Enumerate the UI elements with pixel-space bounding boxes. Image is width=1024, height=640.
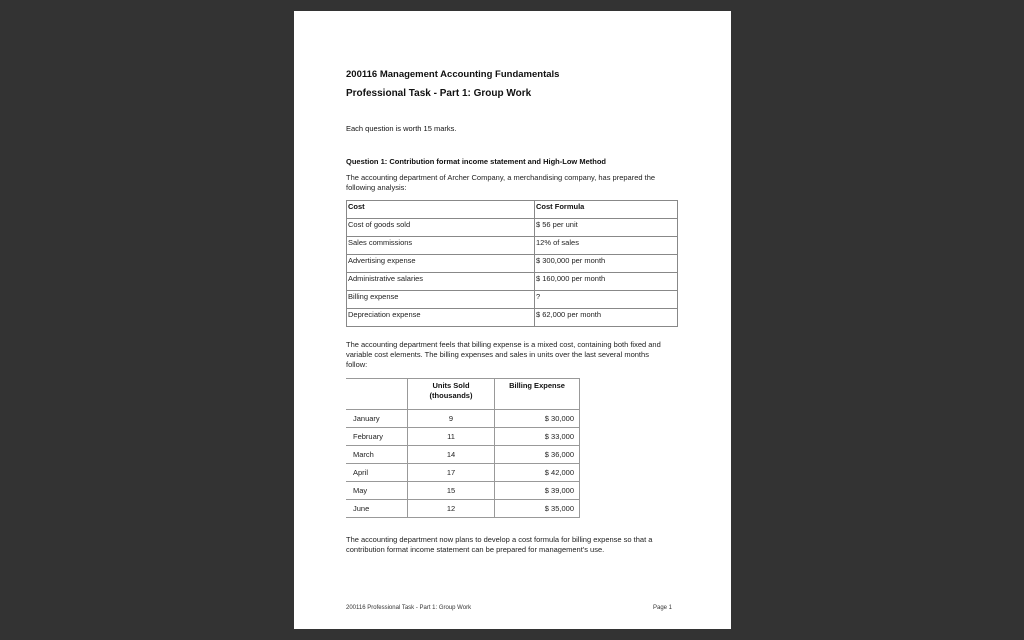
units-cell: 15 xyxy=(408,482,495,500)
month-cell: February xyxy=(346,428,408,446)
expense-cell: $ 30,000 xyxy=(495,410,580,428)
cost-name-cell: Advertising expense xyxy=(347,255,535,273)
units-cell: 17 xyxy=(408,464,495,482)
units-sold-header-cell: Units Sold (thousands) xyxy=(408,379,495,410)
document-page xyxy=(294,11,731,629)
cost-formula-cell: 12% of sales xyxy=(535,237,678,255)
table-row xyxy=(347,273,678,291)
month-cell: June xyxy=(346,500,408,518)
cost-formula-cell: $ 62,000 per month xyxy=(535,309,678,327)
cost-formula-header-cell: Cost Formula xyxy=(535,201,678,219)
month-cell: May xyxy=(346,482,408,500)
expense-cell: $ 33,000 xyxy=(495,428,580,446)
table-row xyxy=(347,309,678,327)
table-row xyxy=(347,291,678,309)
units-cell: 12 xyxy=(408,500,495,518)
units-cell: 11 xyxy=(408,428,495,446)
table-row xyxy=(346,446,580,464)
cost-name-cell: Billing expense xyxy=(347,291,535,309)
cost-name-cell: Depreciation expense xyxy=(347,309,535,327)
table-row xyxy=(347,255,678,273)
table-row xyxy=(346,428,580,446)
month-header-cell xyxy=(346,379,408,410)
units-cell: 14 xyxy=(408,446,495,464)
cost-formula-cell: $ 56 per unit xyxy=(535,219,678,237)
billing-expense-header-cell: Billing Expense xyxy=(495,379,580,410)
billing-table-header xyxy=(346,379,580,410)
expense-cell: $ 39,000 xyxy=(495,482,580,500)
billing-paragraph: The accounting department feels that billing expense is a mixed cost, containing both fixed and variable cost elements. The billing expenses and sales in units over the last several months follow: xyxy=(346,340,661,369)
cost-name-cell: Cost of goods sold xyxy=(347,219,535,237)
table-row xyxy=(347,237,678,255)
cost-table xyxy=(346,200,678,327)
expense-cell: $ 42,000 xyxy=(495,464,580,482)
intro-paragraph: The accounting department of Archer Company, a merchandising company, has prepared the following analysis: xyxy=(346,173,656,192)
table-row xyxy=(346,464,580,482)
expense-cell: $ 36,000 xyxy=(495,446,580,464)
cost-name-cell: Administrative salaries xyxy=(347,273,535,291)
cost-table-header xyxy=(347,201,678,219)
table-row xyxy=(346,410,580,428)
table-row xyxy=(347,219,678,237)
task-title: Professional Task - Part 1: Group Work xyxy=(346,88,532,99)
table-row xyxy=(346,500,580,518)
question-heading: Question 1: Contribution format income statement and High-Low Method xyxy=(346,157,606,166)
cost-formula-cell: $ 160,000 per month xyxy=(535,273,678,291)
page-footer-title: 200116 Professional Task - Part 1: Group Work xyxy=(346,605,472,611)
cost-header-cell: Cost xyxy=(347,201,535,219)
month-cell: March xyxy=(346,446,408,464)
table-row xyxy=(346,482,580,500)
cost-name-cell: Sales commissions xyxy=(347,237,535,255)
month-cell: January xyxy=(346,410,408,428)
expense-cell: $ 35,000 xyxy=(495,500,580,518)
course-title: 200116 Management Accounting Fundamentals xyxy=(346,69,560,80)
units-cell: 9 xyxy=(408,410,495,428)
marks-note: Each question is worth 15 marks. xyxy=(346,124,457,133)
cost-formula-cell: $ 300,000 per month xyxy=(535,255,678,273)
month-cell: April xyxy=(346,464,408,482)
billing-table xyxy=(346,378,580,518)
page-number: Page 1 xyxy=(653,605,673,611)
closing-paragraph: The accounting department now plans to develop a cost formula for billing expense so that a contribution format income statement can be prepared for management's use. xyxy=(346,535,653,554)
cost-formula-cell: ? xyxy=(535,291,678,309)
